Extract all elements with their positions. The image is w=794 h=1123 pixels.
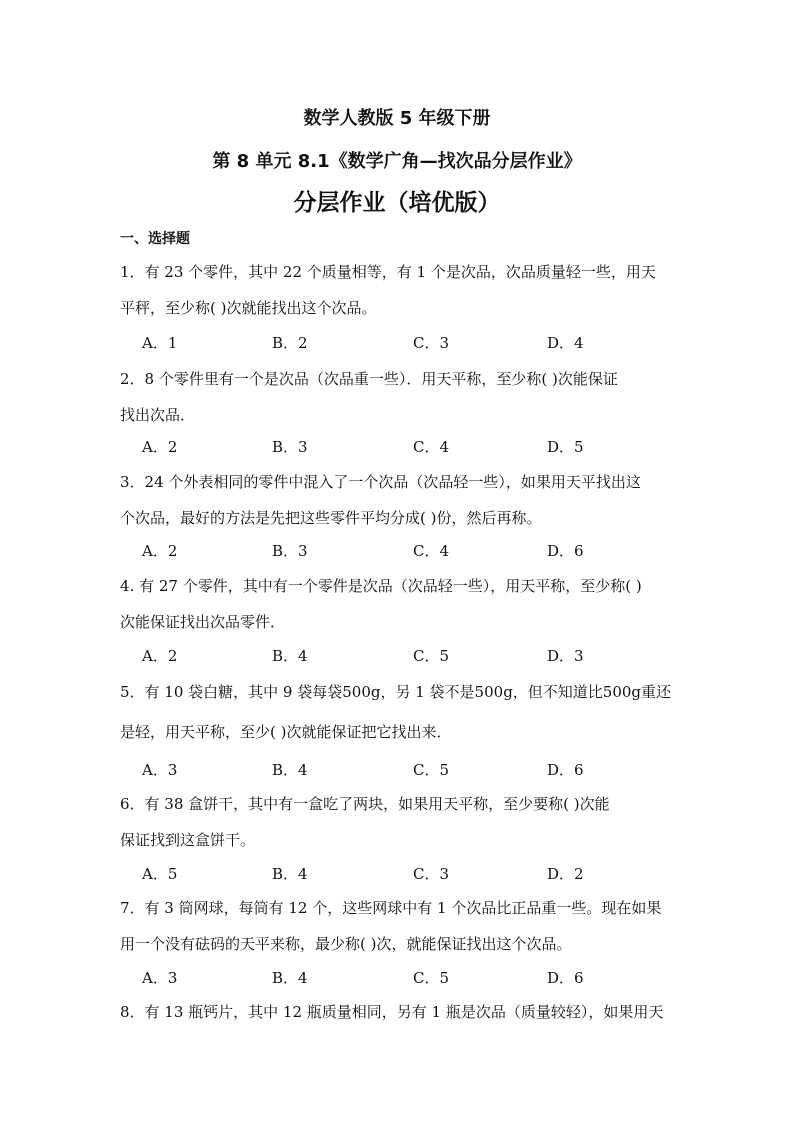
option-d: D．6	[547, 542, 584, 560]
question-5	[120, 672, 676, 752]
question-line: 是轻，用天平称，至少( )次就能保证把它找出来．	[120, 723, 452, 741]
question-3	[120, 464, 676, 536]
options-3	[142, 540, 662, 564]
option-c: C．5	[413, 761, 450, 779]
document-title: 数学人教版 5 年级下册	[303, 108, 491, 129]
question-line: 7．有 3 筒网球，每筒有 12 个，这些网球中有 1 个次品比正品重一些。现在如果	[120, 899, 662, 917]
question-1	[120, 254, 676, 326]
question-line: 6．有 38 盒饼干，其中有一盒吃了两块，如果用天平称，至少要称( )次能	[120, 795, 610, 813]
options-2	[142, 436, 662, 460]
question-line: 找出次品．	[120, 406, 196, 424]
options-7	[142, 967, 662, 991]
question-line: 1．有 23 个零件，其中 22 个质量相等，有 1 个是次品，次品质量轻一些，用天	[120, 263, 656, 281]
option-c: C．4	[413, 542, 450, 560]
option-c: C．5	[413, 647, 450, 665]
option-a: A．1	[142, 334, 178, 352]
option-b: B．2	[272, 334, 308, 352]
option-c: C．3	[413, 334, 450, 352]
question-line: 次能保证找出次品零件．	[120, 613, 286, 631]
question-7	[120, 890, 676, 962]
option-d: D．2	[547, 865, 584, 883]
question-line: 5．有 10 袋白糖，其中 9 袋每袋500g，另 1 袋不是500g，但不知道比500g重还	[120, 683, 672, 701]
option-a: A．2	[142, 438, 178, 456]
option-d: D．3	[547, 647, 584, 665]
option-c: C．4	[413, 438, 450, 456]
question-line: 平秤，至少称( )次就能找出这个次品。	[120, 299, 377, 317]
question-line: 8．有 13 瓶钙片，其中 12 瓶质量相同，另有 1 瓶是次品（质量较轻），如果用天	[120, 1003, 664, 1021]
question-line: 个次品，最好的方法是先把这些零件平均分成( )份，然后再称。	[120, 509, 542, 527]
section-heading: 一、选择题	[120, 231, 190, 247]
option-b: B．4	[272, 761, 308, 779]
option-a: A．2	[142, 647, 178, 665]
option-b: B．3	[272, 542, 308, 560]
question-6	[120, 786, 676, 858]
option-b: B．4	[272, 969, 308, 987]
option-a: A．2	[142, 542, 178, 560]
question-line: 3．24 个外表相同的零件中混入了一个次品（次品轻一些），如果用天平找出这	[120, 473, 641, 491]
options-4	[142, 645, 662, 669]
options-6	[142, 863, 662, 887]
option-c: C．3	[413, 865, 450, 883]
option-c: C．5	[413, 969, 450, 987]
unit-title: 第 8 单元 8.1《数学广角—找次品分层作业》	[212, 151, 582, 172]
option-d: D．4	[547, 334, 584, 352]
option-b: B．3	[272, 438, 308, 456]
question-8	[120, 994, 676, 1030]
option-d: D．5	[547, 438, 584, 456]
question-line: 用一个没有砝码的天平来称，最少称( )次，就能保证找出这个次品。	[120, 935, 572, 953]
options-1	[142, 332, 662, 356]
option-d: D．6	[547, 969, 584, 987]
option-b: B．4	[272, 647, 308, 665]
options-5	[142, 759, 662, 783]
option-a: A．5	[142, 865, 178, 883]
question-line: 2．8 个零件里有一个是次品（次品重一些）．用天平称，至少称( )次能保证	[120, 370, 618, 388]
question-line: 4. 有 27 个零件，其中有一个零件是次品（次品轻一些），用天平称，至少称( )	[120, 577, 642, 595]
question-line: 保证找到这盒饼干。	[120, 831, 256, 849]
option-b: B．4	[272, 865, 308, 883]
option-a: A．3	[142, 969, 178, 987]
worksheet-title: 分层作业（培优版）	[293, 190, 501, 216]
option-d: D．6	[547, 761, 584, 779]
option-a: A．3	[142, 761, 178, 779]
question-4	[120, 568, 676, 640]
question-2	[120, 361, 676, 433]
